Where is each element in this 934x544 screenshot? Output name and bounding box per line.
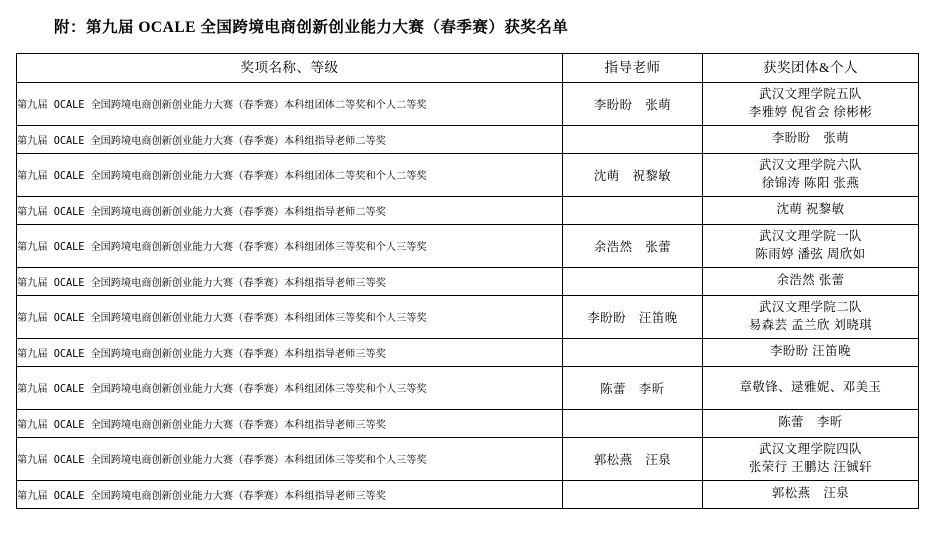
cell-winner <box>703 125 919 153</box>
cell-teacher: 沈萌 祝黎敏 <box>563 153 703 196</box>
cell-teacher <box>563 338 703 366</box>
table-row <box>17 409 919 437</box>
winner-line: 武汉文理学院五队 <box>758 87 863 102</box>
cell-winner <box>703 437 919 480</box>
cell-award-name: 第九届 OCALE 全国跨境电商创新创业能力大赛（春季赛）本科组指导老师三等奖 <box>17 409 563 437</box>
winner-line: 郭松燕 汪泉 <box>771 486 850 501</box>
table-row <box>17 295 919 338</box>
cell-award-name: 第九届 OCALE 全国跨境电商创新创业能力大赛（春季赛）本科组指导老师三等奖 <box>17 338 563 366</box>
table-row <box>17 366 919 409</box>
winner-line: 易森芸 孟兰欣 刘晓琪 <box>748 317 873 332</box>
winner-line: 李雅婷 倪省会 徐彬彬 <box>748 104 873 119</box>
cell-award-name: 第九届 OCALE 全国跨境电商创新创业能力大赛（春季赛）本科组指导老师三等奖 <box>17 267 563 295</box>
winner-line: 沈萌 祝黎敏 <box>776 202 845 217</box>
cell-teacher <box>563 267 703 295</box>
winner-line: 余浩然 张蕾 <box>776 273 845 288</box>
cell-award-name: 第九届 OCALE 全国跨境电商创新创业能力大赛（春季赛）本科组指导老师三等奖 <box>17 480 563 508</box>
cell-winner <box>703 224 919 267</box>
winner-line: 武汉文理学院一队 <box>758 229 863 244</box>
table-body <box>17 82 919 508</box>
table-row <box>17 437 919 480</box>
cell-winner <box>703 366 919 409</box>
cell-winner <box>703 196 919 224</box>
award-table <box>16 53 919 509</box>
cell-winner <box>703 480 919 508</box>
winner-line: 李盼盼 张萌 <box>771 131 850 146</box>
winner-line: 张荣行 王鹏达 汪铖轩 <box>748 459 873 474</box>
column-header-winner: 获奖团体&个人 <box>703 53 919 82</box>
cell-teacher: 陈蕾 李昕 <box>563 366 703 409</box>
award-table-container <box>0 39 934 509</box>
cell-teacher <box>563 409 703 437</box>
cell-award-name: 第九届 OCALE 全国跨境电商创新创业能力大赛（春季赛）本科组团体三等奖和个人三等奖 <box>17 366 563 409</box>
cell-award-name: 第九届 OCALE 全国跨境电商创新创业能力大赛（春季赛）本科组指导老师二等奖 <box>17 196 563 224</box>
winner-line: 章敬锋、逯雅妮、邓美玉 <box>739 379 882 394</box>
table-header-row <box>17 53 919 82</box>
table-row <box>17 82 919 125</box>
cell-winner <box>703 82 919 125</box>
cell-teacher: 余浩然 张蕾 <box>563 224 703 267</box>
cell-award-name: 第九届 OCALE 全国跨境电商创新创业能力大赛（春季赛）本科组团体二等奖和个人二等奖 <box>17 82 563 125</box>
cell-teacher <box>563 480 703 508</box>
column-header-teacher: 指导老师 <box>563 53 703 82</box>
table-header <box>17 53 919 82</box>
cell-award-name: 第九届 OCALE 全国跨境电商创新创业能力大赛（春季赛）本科组团体三等奖和个人三等奖 <box>17 437 563 480</box>
cell-teacher: 郭松燕 汪泉 <box>563 437 703 480</box>
winner-line: 陈蕾 李昕 <box>778 415 843 430</box>
cell-winner <box>703 267 919 295</box>
table-row <box>17 267 919 295</box>
winner-line: 武汉文理学院六队 <box>758 158 863 173</box>
table-row <box>17 480 919 508</box>
cell-winner <box>703 153 919 196</box>
cell-award-name: 第九届 OCALE 全国跨境电商创新创业能力大赛（春季赛）本科组团体二等奖和个人二等奖 <box>17 153 563 196</box>
cell-winner <box>703 409 919 437</box>
cell-teacher <box>563 196 703 224</box>
table-row <box>17 196 919 224</box>
cell-winner <box>703 338 919 366</box>
table-row <box>17 338 919 366</box>
cell-award-name: 第九届 OCALE 全国跨境电商创新创业能力大赛（春季赛）本科组团体三等奖和个人三等奖 <box>17 295 563 338</box>
cell-winner <box>703 295 919 338</box>
winner-line: 陈雨婷 潘弦 周欣如 <box>755 246 866 261</box>
winner-line: 徐锦涛 陈阳 张燕 <box>761 175 860 190</box>
cell-teacher: 李盼盼 张萌 <box>563 82 703 125</box>
winner-line: 李盼盼 汪笛晚 <box>770 344 851 359</box>
winner-line: 武汉文理学院四队 <box>758 442 863 457</box>
page-title: 附：第九届 OCALE 全国跨境电商创新创业能力大赛（春季赛）获奖名单 <box>54 19 569 36</box>
cell-teacher <box>563 125 703 153</box>
table-row <box>17 224 919 267</box>
cell-award-name: 第九届 OCALE 全国跨境电商创新创业能力大赛（春季赛）本科组团体三等奖和个人三等奖 <box>17 224 563 267</box>
table-row <box>17 125 919 153</box>
table-row <box>17 153 919 196</box>
winner-line: 武汉文理学院二队 <box>758 300 863 315</box>
cell-award-name: 第九届 OCALE 全国跨境电商创新创业能力大赛（春季赛）本科组指导老师二等奖 <box>17 125 563 153</box>
column-header-award: 奖项名称、等级 <box>17 53 563 82</box>
cell-teacher: 李盼盼 汪笛晚 <box>563 295 703 338</box>
